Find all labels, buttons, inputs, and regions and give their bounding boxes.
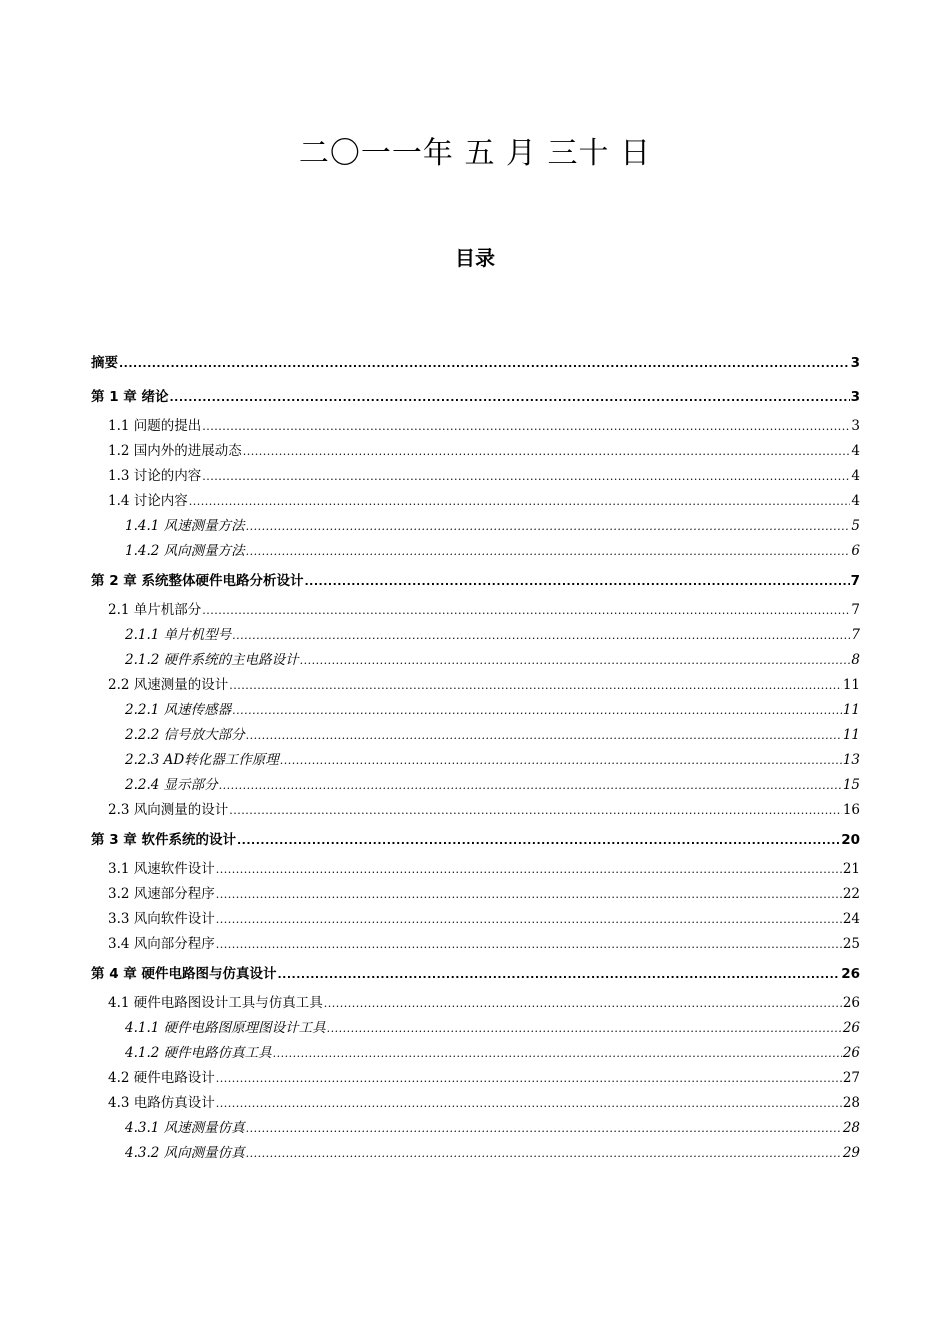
toc-entry-page: 26 bbox=[842, 995, 860, 1011]
toc-entry-label: 1.4 讨论内容 bbox=[108, 493, 188, 509]
toc-entry-label: 第 1 章 绪论 bbox=[91, 389, 169, 405]
toc-leader-dots bbox=[246, 1141, 842, 1166]
toc-entry-label: 1.1 问题的提出 bbox=[108, 418, 202, 434]
toc-entry-label: 4.3 电路仿真设计 bbox=[108, 1095, 215, 1111]
toc-entry-page: 11 bbox=[842, 702, 860, 718]
toc-entry-page: 26 bbox=[841, 966, 860, 982]
toc-entry-page: 7 bbox=[851, 602, 860, 618]
toc-entry-label: 2.2.1 风速传感器 bbox=[125, 702, 232, 718]
toc-entry[interactable] bbox=[91, 673, 860, 698]
toc-entry-page: 22 bbox=[842, 886, 860, 902]
toc-entry-page: 6 bbox=[851, 543, 860, 559]
toc-entry-page: 4 bbox=[851, 493, 860, 509]
toc-entry-label: 第 3 章 软件系统的设计 bbox=[91, 832, 236, 848]
toc-leader-dots bbox=[189, 489, 851, 514]
toc-entry-label: 2.1 单片机部分 bbox=[108, 602, 202, 618]
toc-entry-page: 28 bbox=[842, 1095, 860, 1111]
toc-entry[interactable] bbox=[91, 723, 860, 748]
toc-entry-label: 1.4.1 风速测量方法 bbox=[125, 518, 245, 534]
toc-leader-dots bbox=[216, 857, 842, 882]
toc-leader-dots bbox=[216, 907, 842, 932]
toc-leader-dots bbox=[202, 598, 850, 623]
toc-entry-label: 2.3 风向测量的设计 bbox=[108, 802, 229, 818]
toc-entry-label: 3.1 风速软件设计 bbox=[108, 861, 215, 877]
toc-leader-dots bbox=[232, 698, 842, 723]
toc-leader-dots bbox=[246, 539, 851, 564]
toc-entry[interactable] bbox=[91, 1016, 860, 1041]
toc-leader-dots bbox=[246, 723, 842, 748]
document-date: 二〇一一年 五 月 三十 日 bbox=[298, 136, 652, 171]
toc-entry-label: 1.3 讨论的内容 bbox=[108, 468, 202, 484]
toc-entry-page: 20 bbox=[841, 832, 860, 848]
toc-entry-page: 7 bbox=[850, 573, 860, 589]
toc-entry[interactable] bbox=[91, 798, 860, 823]
toc-leader-dots bbox=[324, 991, 842, 1016]
toc-leader-dots bbox=[237, 823, 840, 858]
toc-entry-page: 3 bbox=[850, 355, 860, 371]
toc-entry-label: 2.1.2 硬件系统的主电路设计 bbox=[125, 652, 299, 668]
toc-entry-page: 25 bbox=[842, 936, 860, 952]
toc-leader-dots bbox=[243, 439, 851, 464]
toc-entry-page: 24 bbox=[842, 911, 860, 927]
toc-entry[interactable] bbox=[91, 991, 860, 1016]
toc-leader-dots bbox=[216, 1066, 842, 1091]
toc-entry-label: 1.2 国内外的进展动态 bbox=[108, 443, 242, 459]
toc-leader-dots bbox=[216, 1091, 842, 1116]
toc-entry[interactable] bbox=[91, 598, 860, 623]
toc-leader-dots bbox=[219, 773, 842, 798]
toc-leader-dots bbox=[232, 623, 850, 648]
toc-entry[interactable] bbox=[91, 623, 860, 648]
toc-entry-label: 摘要 bbox=[91, 355, 118, 371]
toc-entry[interactable] bbox=[91, 773, 860, 798]
toc-leader-dots bbox=[216, 932, 842, 957]
toc-entry-label: 4.3.2 风向测量仿真 bbox=[125, 1145, 245, 1161]
toc-entry[interactable] bbox=[91, 932, 860, 957]
toc-leader-dots bbox=[280, 748, 842, 773]
toc-entry-label: 3.2 风速部分程序 bbox=[108, 886, 215, 902]
toc-entry-page: 26 bbox=[842, 1045, 860, 1061]
toc-entry-page: 15 bbox=[842, 777, 860, 793]
toc-entry-label: 3.3 风向软件设计 bbox=[108, 911, 215, 927]
toc-entry[interactable] bbox=[91, 882, 860, 907]
toc-entry[interactable] bbox=[91, 380, 860, 414]
toc-entry[interactable] bbox=[91, 414, 860, 439]
toc-leader-dots bbox=[273, 1041, 842, 1066]
toc-entry-page: 5 bbox=[851, 518, 860, 534]
toc-leader-dots bbox=[305, 564, 850, 599]
toc-entry[interactable] bbox=[91, 698, 860, 723]
toc-leader-dots bbox=[300, 648, 851, 673]
toc-leader-dots bbox=[202, 464, 850, 489]
toc-entry[interactable] bbox=[91, 957, 860, 991]
toc-entry[interactable] bbox=[91, 1041, 860, 1066]
toc-entry-label: 4.3.1 风速测量仿真 bbox=[125, 1120, 245, 1136]
toc-entry-label: 2.2.3 AD转化器工作原理 bbox=[125, 752, 279, 768]
toc-entry[interactable] bbox=[91, 648, 860, 673]
toc-entry-label: 3.4 风向部分程序 bbox=[108, 936, 215, 952]
toc-leader-dots bbox=[229, 798, 842, 823]
toc-entry-page: 28 bbox=[842, 1120, 860, 1136]
toc-entry-label: 2.2 风速测量的设计 bbox=[108, 677, 229, 693]
toc-entry-page: 7 bbox=[851, 627, 860, 643]
toc-leader-dots bbox=[119, 346, 850, 381]
toc-entry-page: 3 bbox=[850, 389, 860, 405]
toc-leader-dots bbox=[170, 380, 850, 415]
toc-entry[interactable] bbox=[91, 464, 860, 489]
toc-entry-page: 27 bbox=[842, 1070, 860, 1086]
toc-entry-label: 第 2 章 系统整体硬件电路分析设计 bbox=[91, 573, 304, 589]
toc-entry[interactable] bbox=[91, 857, 860, 882]
toc-entry[interactable] bbox=[91, 1066, 860, 1091]
toc-title: 目录 bbox=[455, 246, 495, 270]
toc-entry[interactable] bbox=[91, 539, 860, 564]
toc-entry[interactable] bbox=[91, 1141, 860, 1166]
toc-entry[interactable] bbox=[91, 907, 860, 932]
table-of-contents bbox=[91, 346, 860, 1166]
toc-leader-dots bbox=[246, 514, 851, 539]
toc-entry-page: 16 bbox=[842, 802, 860, 818]
toc-entry-label: 4.1.1 硬件电路图原理图设计工具 bbox=[125, 1020, 326, 1036]
toc-entry-page: 8 bbox=[851, 652, 860, 668]
toc-entry-page: 21 bbox=[842, 861, 860, 877]
toc-entry[interactable] bbox=[91, 514, 860, 539]
toc-leader-dots bbox=[246, 1116, 842, 1141]
toc-leader-dots bbox=[229, 673, 842, 698]
toc-entry-label: 4.1.2 硬件电路仿真工具 bbox=[125, 1045, 272, 1061]
toc-entry-page: 13 bbox=[842, 752, 860, 768]
toc-entry-label: 2.2.4 显示部分 bbox=[125, 777, 218, 793]
toc-entry-page: 4 bbox=[851, 468, 860, 484]
toc-entry-page: 26 bbox=[842, 1020, 860, 1036]
toc-entry-label: 4.1 硬件电路图设计工具与仿真工具 bbox=[108, 995, 323, 1011]
toc-entry-label: 第 4 章 硬件电路图与仿真设计 bbox=[91, 966, 277, 982]
toc-leader-dots bbox=[278, 957, 841, 992]
toc-entry-label: 4.2 硬件电路设计 bbox=[108, 1070, 215, 1086]
toc-entry[interactable] bbox=[91, 346, 860, 380]
toc-entry-page: 4 bbox=[851, 443, 860, 459]
toc-entry-page: 29 bbox=[842, 1145, 860, 1161]
toc-entry[interactable] bbox=[91, 439, 860, 464]
toc-entry[interactable] bbox=[91, 1116, 860, 1141]
toc-entry-label: 2.2.2 信号放大部分 bbox=[125, 727, 245, 743]
toc-entry-page: 11 bbox=[842, 727, 860, 743]
toc-entry-page: 11 bbox=[842, 677, 860, 693]
toc-entry[interactable] bbox=[91, 748, 860, 773]
toc-entry[interactable] bbox=[91, 564, 860, 598]
toc-entry[interactable] bbox=[91, 823, 860, 857]
toc-leader-dots bbox=[327, 1016, 842, 1041]
toc-entry-label: 2.1.1 单片机型号 bbox=[125, 627, 232, 643]
toc-entry-label: 1.4.2 风向测量方法 bbox=[125, 543, 245, 559]
toc-leader-dots bbox=[216, 882, 842, 907]
toc-leader-dots bbox=[202, 414, 850, 439]
toc-entry[interactable] bbox=[91, 489, 860, 514]
toc-entry[interactable] bbox=[91, 1091, 860, 1116]
toc-entry-page: 3 bbox=[851, 418, 860, 434]
